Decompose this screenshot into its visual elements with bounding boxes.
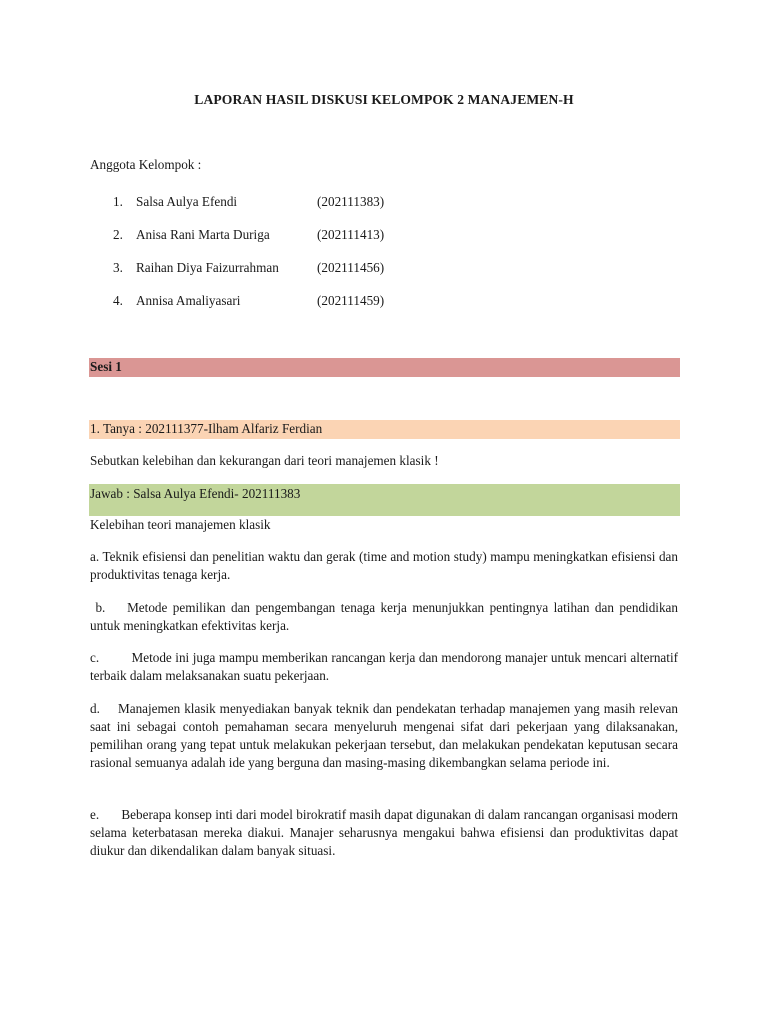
point-text: Metode ini juga mampu memberikan rancangan kerja dan mendorong manajer untuk mencari alternatif terbaik dalam melaksanakan suatu pekerjaan. (90, 650, 678, 683)
question-header: 1. Tanya : 202111377-Ilham Alfariz Ferdian (89, 420, 680, 439)
member-item (113, 260, 413, 278)
session-header: Sesi 1 (89, 358, 680, 377)
member-nim: (202111413) (317, 227, 385, 242)
answer-point (90, 806, 678, 860)
member-name: Salsa Aulya Efendi (136, 194, 238, 209)
point-label: b. (95, 600, 106, 615)
member-item (113, 293, 413, 311)
member-number: 2. (113, 227, 123, 242)
member-nim: (202111383) (317, 194, 385, 209)
member-number: 1. (113, 194, 123, 209)
answer-point (90, 700, 678, 772)
member-number: 4. (113, 293, 123, 308)
point-label: e. (90, 807, 100, 822)
member-name: Raihan Diya Faizurrahman (136, 260, 279, 275)
point-text: Manajemen klasik menyediakan banyak teknik dan pendekatan terhadap manajemen yang masih relevan saat ini sebagai contoh pemahaman secara menyeluruh mengenai sifat dari pekerjaan yang dilaksanakan, pemilihan orang yang tepat untuk melakukan pekerjaan tersebut, dan melakukan pendekatan keputusan secara rasional semuanya adalah ide yang berguna dan masing-masing dikembangkan selama periode ini. (90, 701, 679, 770)
point-label: c. (90, 650, 100, 665)
member-item (113, 194, 413, 212)
answer-header: Jawab : Salsa Aulya Efendi- 202111383 (89, 484, 680, 516)
answer-point (90, 649, 678, 685)
members-label: Anggota Kelompok : (90, 157, 202, 172)
point-text: Metode pemilikan dan pengembangan tenaga kerja menunjukkan pentingnya latihan dan pendidikan untuk meningkatkan efektivitas kerja. (90, 600, 679, 633)
answer-point (90, 599, 678, 635)
answer-point (90, 548, 678, 584)
member-number: 3. (113, 260, 123, 275)
question-text: Sebutkan kelebihan dan kekurangan dari teori manajemen klasik ! (90, 453, 439, 468)
answer-subheading: Kelebihan teori manajemen klasik (90, 517, 271, 532)
member-nim: (202111456) (317, 260, 385, 275)
point-label: a. (90, 549, 100, 564)
member-name: Anisa Rani Marta Duriga (136, 227, 270, 242)
point-text: Teknik efisiensi dan penelitian waktu dan gerak (time and motion study) mampu meningkatkan efisiensi dan produktivitas tenaga kerja. (90, 549, 678, 582)
document-title: LAPORAN HASIL DISKUSI KELOMPOK 2 MANAJEMEN-H (194, 92, 574, 107)
point-text: Beberapa konsep inti dari model birokratif masih dapat digunakan di dalam rancangan organisasi modern selama keterbatasan mereka diakui. Manajer seharusnya mengakui bahwa efisiensi dan produktivitas dapat diukur dan dikendalikan dalam banyak situasi. (90, 807, 679, 858)
member-item (113, 227, 413, 245)
member-name: Annisa Amaliyasari (136, 293, 241, 308)
member-nim: (202111459) (317, 293, 385, 308)
point-label: d. (90, 701, 100, 716)
